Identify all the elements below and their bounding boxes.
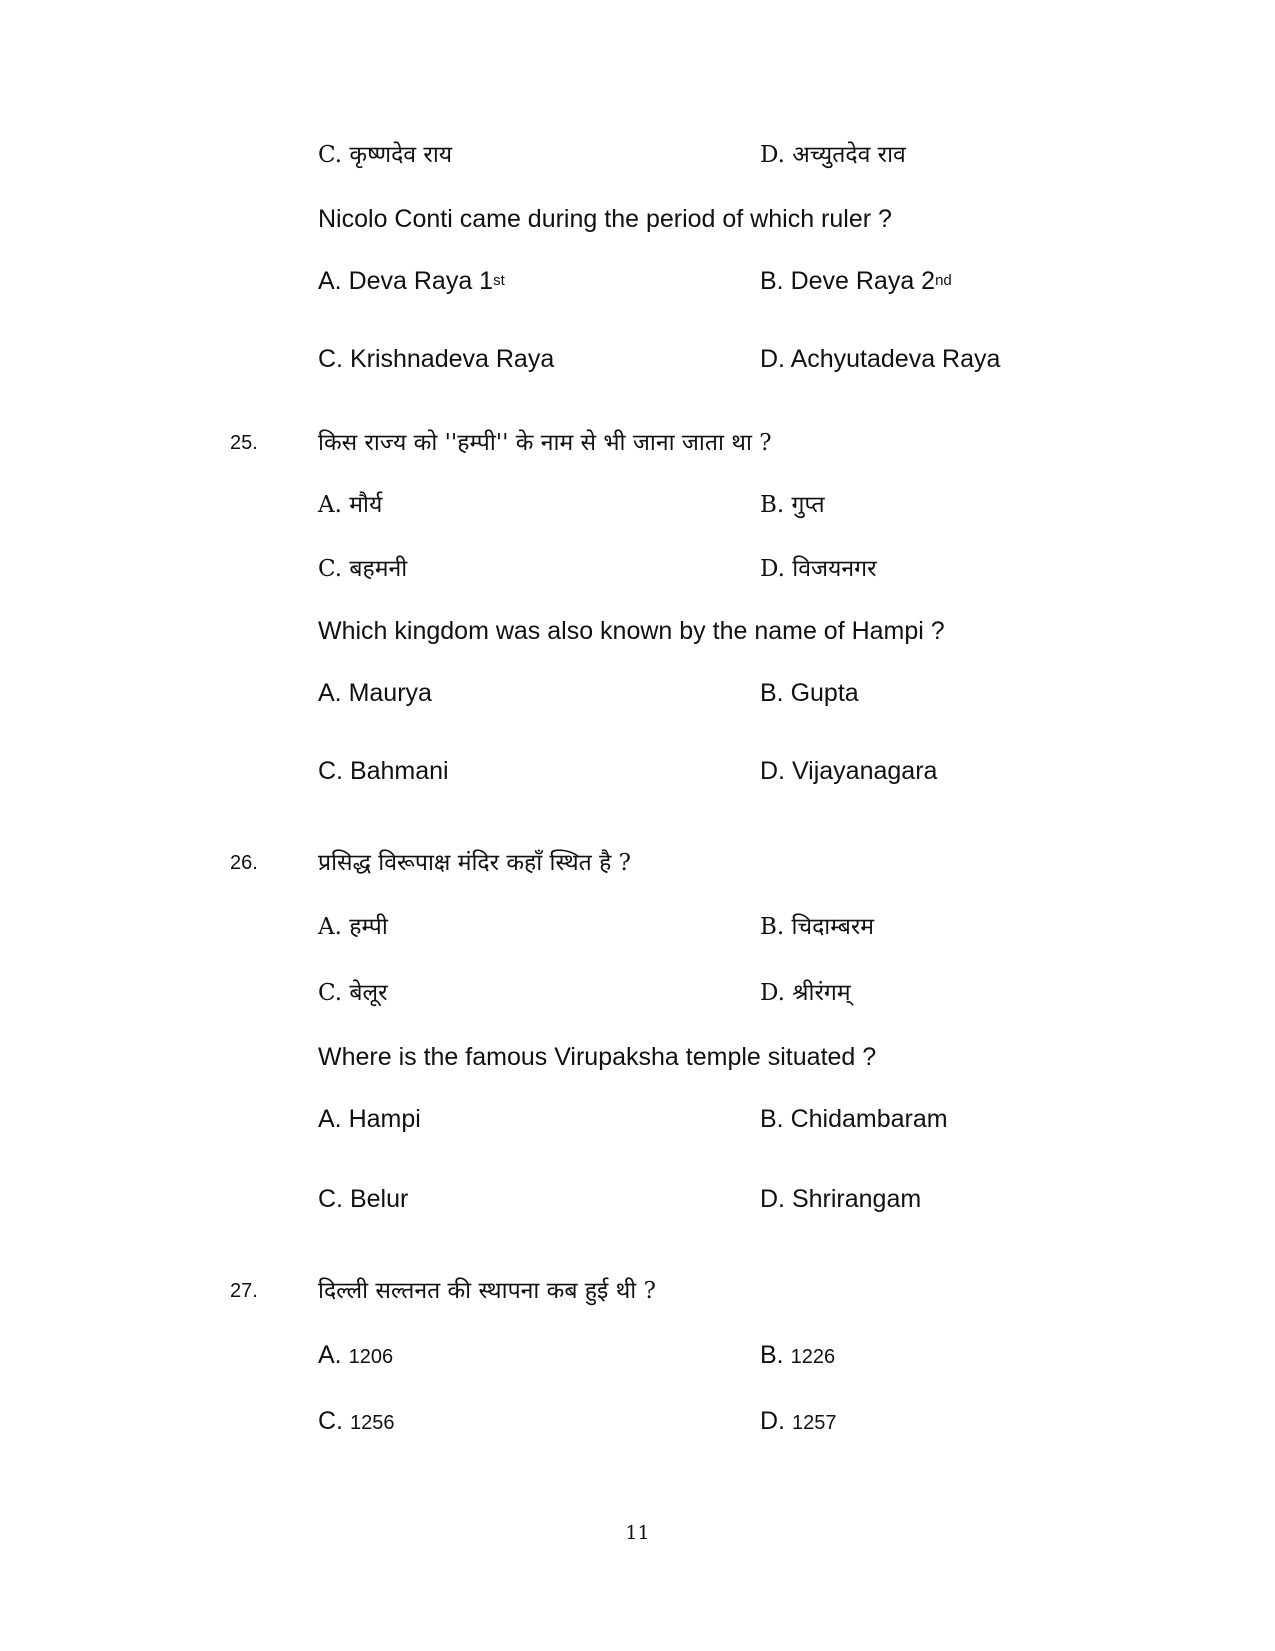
option-c-hindi: C. बहमनी [318, 556, 408, 582]
option-a [318, 266, 505, 296]
option-a-text: A. Deva Raya 1 [318, 267, 494, 295]
option-letter: B. [760, 1341, 784, 1369]
question-text-hindi: किस राज्य को ''हम्पी'' के नाम से भी जाना जाता था ? [318, 430, 772, 456]
option-letter: D. [760, 1407, 785, 1435]
question-number: 26. [230, 852, 258, 874]
option-a-hindi: A. मौर्य [318, 492, 383, 518]
question-text: Where is the famous Virupaksha temple situated ? [318, 1043, 877, 1071]
question-text: Which kingdom was also known by the name of Hampi ? [318, 617, 945, 645]
option-letter: A. [318, 1341, 342, 1369]
question-text-hindi: प्रसिद्ध विरूपाक्ष मंदिर कहाँ स्थित है ? [318, 850, 631, 876]
question-number: 25. [230, 432, 258, 454]
option-b: B. Chidambaram [760, 1105, 948, 1133]
option-b: B. Gupta [760, 679, 859, 707]
option-value: 1206 [348, 1346, 394, 1368]
question-number: 27. [230, 1280, 258, 1302]
question-text: Nicolo Conti came during the period of which ruler ? [318, 205, 892, 233]
option-b-hindi: B. गुप्त [760, 492, 825, 518]
option-a: A. Hampi [318, 1105, 421, 1133]
option-c: C. Bahmani [318, 757, 449, 785]
option-b [760, 1340, 835, 1372]
option-c-hindi: C. बेलूर [318, 980, 388, 1006]
option-d: D. Achyutadeva Raya [760, 345, 1001, 373]
option-d-hindi: D. अच्युतदेव राव [760, 142, 906, 168]
page-number: 11 [625, 1522, 650, 1544]
option-value: 1256 [349, 1412, 395, 1434]
option-a [318, 1340, 393, 1372]
option-c [318, 1406, 394, 1438]
option-d: D. Vijayanagara [760, 757, 938, 785]
option-c-hindi: C. कृष्णदेव राय [318, 142, 453, 168]
option-b [760, 266, 952, 296]
option-d [760, 1406, 836, 1438]
option-value: 1257 [791, 1412, 837, 1434]
option-d-hindi: D. श्रीरंगम् [760, 980, 851, 1006]
option-c: C. Belur [318, 1185, 409, 1213]
option-a: A. Maurya [318, 679, 432, 707]
superscript: nd [935, 272, 952, 289]
option-a-hindi: A. हम्पी [318, 914, 388, 940]
option-b-text: B. Deve Raya 2 [760, 267, 936, 295]
option-value: 1226 [790, 1346, 836, 1368]
question-text-hindi: दिल्ली सल्तनत की स्थापना कब हुई थी ? [318, 1278, 656, 1304]
option-d: D. Shrirangam [760, 1185, 922, 1213]
option-letter: C. [318, 1407, 343, 1435]
option-c: C. Krishnadeva Raya [318, 345, 555, 373]
superscript: st [493, 272, 505, 289]
option-d-hindi: D. विजयनगर [760, 556, 877, 582]
option-b-hindi: B. चिदाम्बरम [760, 914, 875, 940]
